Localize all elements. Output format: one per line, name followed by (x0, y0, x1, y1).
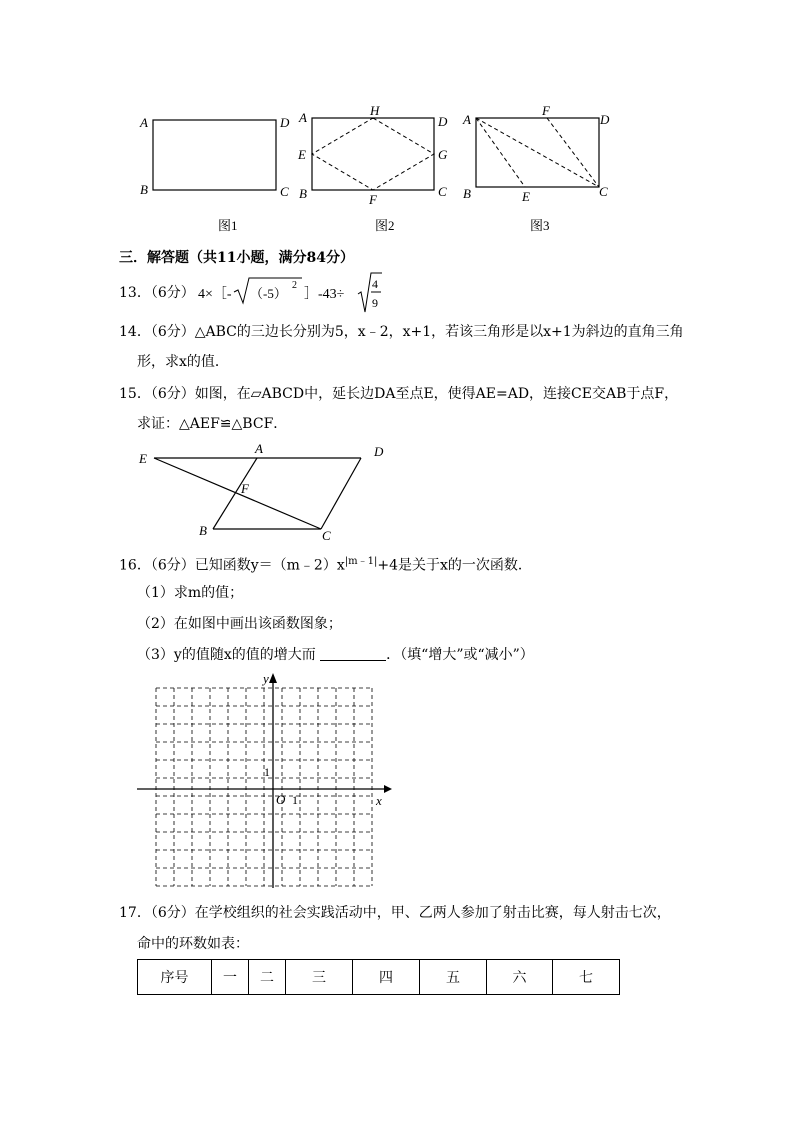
fig2-label-d: D (438, 114, 448, 129)
q17-line1: 在学校组织的社会实践活动中，甲、乙两人参加了射击比赛，每人射击七次， (194, 905, 671, 921)
q16-coordinate-grid (130, 670, 400, 895)
y-unit-label: 1 (264, 765, 270, 779)
fig2-label-e: E (298, 147, 306, 162)
q15-label-a: A (255, 441, 263, 456)
x-axis-label: x (376, 793, 382, 808)
q13-frac-den: 9 (372, 296, 378, 310)
q13-exponent: 2 (292, 280, 297, 291)
q14-number: 14． (119, 324, 151, 340)
fig2-label-c: C (438, 184, 447, 199)
fig1-label-a: A (140, 115, 148, 130)
q17-number: 17． (119, 905, 151, 921)
table-header-cell: 四 (353, 960, 420, 995)
q15-line-ba (213, 458, 257, 529)
x-unit-label: 1 (292, 793, 298, 807)
q14-score: （6分） (150, 324, 195, 340)
fig3-line-ae (476, 118, 525, 187)
fig2-rhombus (312, 118, 434, 190)
q16-sub1: （1）求m的值； (137, 585, 244, 601)
q15-label-e: E (139, 451, 147, 466)
fig2-label-a: A (299, 110, 307, 125)
x-axis-arrow (384, 785, 392, 793)
table-header-cell: 三 (286, 960, 353, 995)
q17-score: （6分） (150, 905, 195, 921)
fig2-label-f: F (369, 192, 377, 207)
fig3-caption: 图3 (530, 218, 550, 233)
fig1-label-c: C (280, 184, 289, 199)
table-header-cell: 五 (420, 960, 487, 995)
table-header-row (138, 960, 620, 995)
q14-line2: 形，求x的值． (137, 354, 229, 370)
q15-label-d: D (374, 444, 384, 459)
q15-line-dc (321, 458, 361, 529)
q13-expression (196, 270, 396, 316)
fig3-label-e: E (522, 189, 530, 204)
fig3-label-d: D (600, 112, 610, 127)
question-15 (119, 384, 678, 404)
y-axis-label: y (263, 671, 269, 686)
q15-score: （6分） (150, 386, 195, 402)
grid-lines (156, 688, 372, 886)
fig1-rectangle (153, 120, 276, 190)
q15-label-b: B (199, 523, 207, 538)
question-13 (119, 283, 195, 303)
q13-expr-b: ］-43÷ (304, 287, 345, 302)
question-17 (119, 903, 671, 923)
fig3-label-b: B (463, 186, 471, 201)
q15-line1: 如图，在▱ABCD中，延长边DA至点E，使得AE=AD，连接CE交AB于点F， (194, 386, 679, 402)
fig2-label-g: G (438, 147, 448, 162)
figure-rectangles (130, 100, 630, 240)
table-header-cell: 一 (212, 960, 249, 995)
q16-exponent: |m﹣1| (344, 556, 378, 567)
q15-label-f: F (241, 481, 249, 496)
fig3-label-a: A (463, 112, 471, 127)
fig1-label-b: B (140, 182, 148, 197)
q13-radicand: （-5） (250, 286, 287, 301)
table-header-cell: 六 (487, 960, 553, 995)
shooting-score-table (137, 959, 620, 995)
q14-line1: △ABC的三边长分别为5，x﹣2，x+1，若该三角形是以x+1为斜边的直角三角 (194, 324, 684, 340)
fig2-rectangle (312, 118, 434, 190)
section-title: 三．解答题（共11小题，满分84分） (119, 250, 354, 266)
q13-score: （6分） (150, 285, 195, 301)
question-14 (119, 322, 684, 342)
q16-sub3-a: （3）y的值随x的值的增大而 (137, 647, 316, 663)
fig1-label-d: D (280, 115, 290, 130)
q16-intro-b: +4是关于x的一次函数． (377, 557, 532, 574)
fig2-label-h: H (370, 103, 380, 118)
fig1-caption: 图1 (218, 218, 238, 233)
q16-number: 16． (119, 557, 151, 574)
q16-sub3-b: ．（填“增大”或“减小”） (386, 647, 534, 663)
question-16 (119, 552, 532, 576)
fig3-label-f: F (542, 103, 550, 118)
fig3-label-c: C (599, 184, 608, 199)
q16-intro-a: 已知函数y＝（m﹣2）x (194, 557, 345, 574)
y-axis-arrow (269, 673, 277, 683)
q15-label-c: C (322, 528, 331, 543)
fig2-caption: 图2 (375, 218, 395, 233)
q16-sub2: （2）在如图中画出该函数图象； (137, 616, 342, 632)
fig3-line-af (476, 118, 599, 187)
table-header-cell: 二 (249, 960, 286, 995)
q17-line2: 命中的环数如表： (137, 936, 249, 952)
table-header-cell: 序号 (138, 960, 212, 995)
q16-sub3 (137, 645, 534, 665)
q15-line2: 求证：△AEF≌△BCF． (137, 416, 288, 432)
q16-answer-blank[interactable] (320, 646, 386, 661)
table-header-cell: 七 (553, 960, 620, 995)
fig3-line-fc (547, 118, 599, 187)
q16-score: （6分） (150, 557, 195, 574)
q13-frac-num: 4 (372, 277, 378, 291)
q15-parallelogram-figure (130, 440, 400, 545)
origin-label: O (276, 792, 286, 807)
q15-number: 15． (119, 386, 151, 402)
q13-number: 13． (119, 285, 151, 301)
fig2-label-b: B (299, 186, 307, 201)
q13-expr-a: 4×［- (198, 287, 232, 302)
q15-line-ec (154, 458, 321, 529)
